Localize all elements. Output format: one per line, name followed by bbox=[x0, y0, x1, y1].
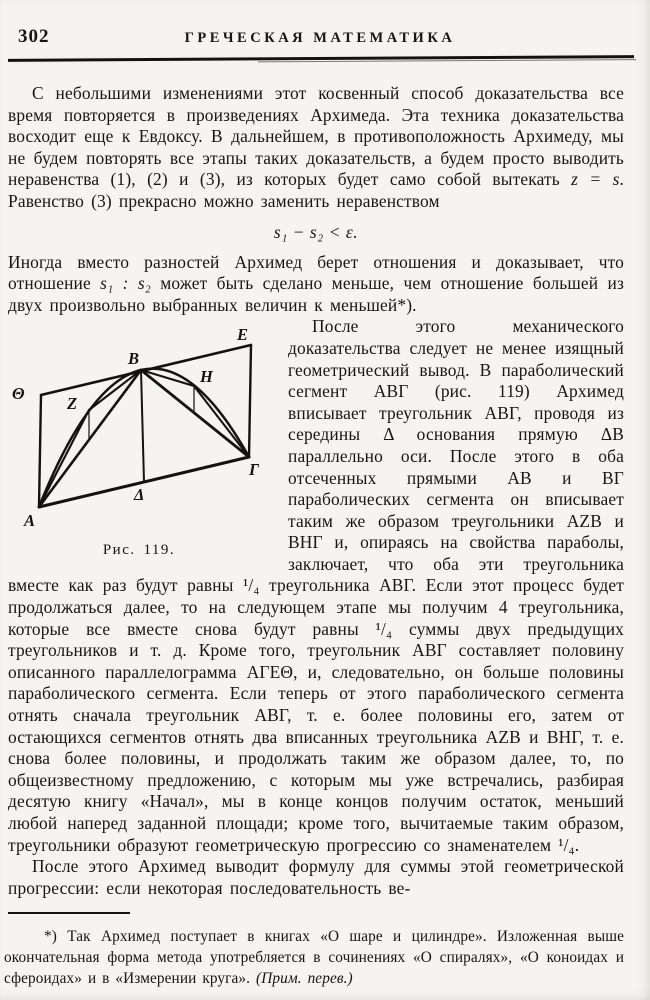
label-z: Z bbox=[67, 394, 78, 414]
parabola-diagram bbox=[8, 325, 266, 531]
paragraph-indirect-method bbox=[8, 83, 624, 213]
label-delta: Δ bbox=[134, 485, 145, 505]
paragraph-text: может быть сделано меньше, чем отношение большей из двух произвольно выбранных величин к меньшей*). bbox=[8, 273, 624, 315]
paragraph-series-sum: После этого Архимед выводит формулу для суммы этой геометрической прогрессии: если некоторая последовательность ве- bbox=[8, 856, 624, 898]
paragraph-geometric-proof bbox=[8, 316, 624, 856]
footnote-attribution: (Прим. перев.) bbox=[256, 969, 353, 987]
paragraph-text: После этого механического доказательства следует не менее изящный геометрический вывод. В параболический сегмент АВГ (рис. 119) Архимед вписывает треугольник АВГ, проводя из середины Δ основания прямую ΔВ параллельно оси. После этого в оба отсеченных прямыми АВ и ВГ параболических сегмента он вписывает таким же образом треугольники AZB и ВНГ и, опираясь на свойства параболы, заключает, что оба эти треугольника вместе как раз будут равны ¹/₄ треугольника АВГ. Если этот процесс будет продолжаться далее, то на следующем этапе мы получим 4 треугольника, которые все вместе снова будут равны ¹/₄ суммы двух предыдущих треугольников и т. д. Кроме того, треугольник АВГ составляет половину описанного параллелограмма АГЕΘ, и, следовательно, он больше половины параболического сегмента. Если теперь от этого параболического сегмента отнять сначала треугольник АВГ, т. е. более половины его, затем от остающихся сегментов отнять два вписанных треугольника AZB и ВНГ, т. е. снова более половины, и продолжать таким же образом далее, то, по общеизвестному предложению, с которым мы уже встречались, разбирая десятую книгу «Начал», мы в конце концов получим остаток, меньший любой наперед заданной площади; кроме того, вычитаемые таким образом, треугольники образуют геометрическую прогрессию со знаменателем ¹/₄. bbox=[8, 316, 624, 855]
vertex-labels bbox=[12, 325, 260, 530]
label-e: E bbox=[237, 325, 249, 345]
figure-119 bbox=[8, 325, 274, 562]
figure-caption: Рис. 119. bbox=[102, 542, 176, 559]
header-rule bbox=[8, 55, 634, 62]
footnote-text bbox=[4, 927, 624, 989]
footnote bbox=[4, 912, 624, 989]
inline-math-ratio: s₁ : s₂ bbox=[100, 273, 151, 294]
footnote-rule bbox=[8, 912, 130, 914]
footnote-body: *) Так Архимед поступает в книгах «О шаре и цилиндре». Изложенная выше окончательная форма метода употребляется в сочинениях «О спиралях», «О коноидах и сфероидах» и в «Измерении круга». bbox=[4, 928, 624, 987]
inline-math-z-equals-s: z = s bbox=[571, 169, 620, 190]
display-formula: s₁ − s₂ < ε. bbox=[273, 221, 359, 242]
paragraph-ratios bbox=[8, 252, 624, 317]
paragraph-text: С небольшими изменениями этот косвенный способ доказательства все время повторяется в произведениях Архимеда. Эта техника доказательства восходит еще к Евдоксу. В дальнейшем, в противоположность Архимеду, мы не будем повторять все этапы таких доказательств, а будем просто выводить неравенства (1), (2) и (3), из которых будет само собой вытекать bbox=[8, 83, 624, 190]
label-h: H bbox=[200, 367, 213, 387]
page-body bbox=[8, 83, 624, 911]
page-header bbox=[18, 24, 622, 54]
running-title: ГРЕЧЕСКАЯ МАТЕМАТИКА bbox=[184, 30, 456, 46]
paragraph-text: . Равенство (3) прекрасно можно заменить неравенством bbox=[8, 169, 624, 211]
label-gamma: Γ bbox=[249, 460, 260, 480]
label-b: B bbox=[128, 349, 140, 369]
label-theta: Θ bbox=[12, 384, 25, 404]
paragraph-text: Иногда вместо разностей Архимед берет отношения и доказывает, что отношение bbox=[8, 251, 624, 294]
label-a: A bbox=[24, 511, 36, 531]
page-number: 302 bbox=[18, 26, 50, 47]
